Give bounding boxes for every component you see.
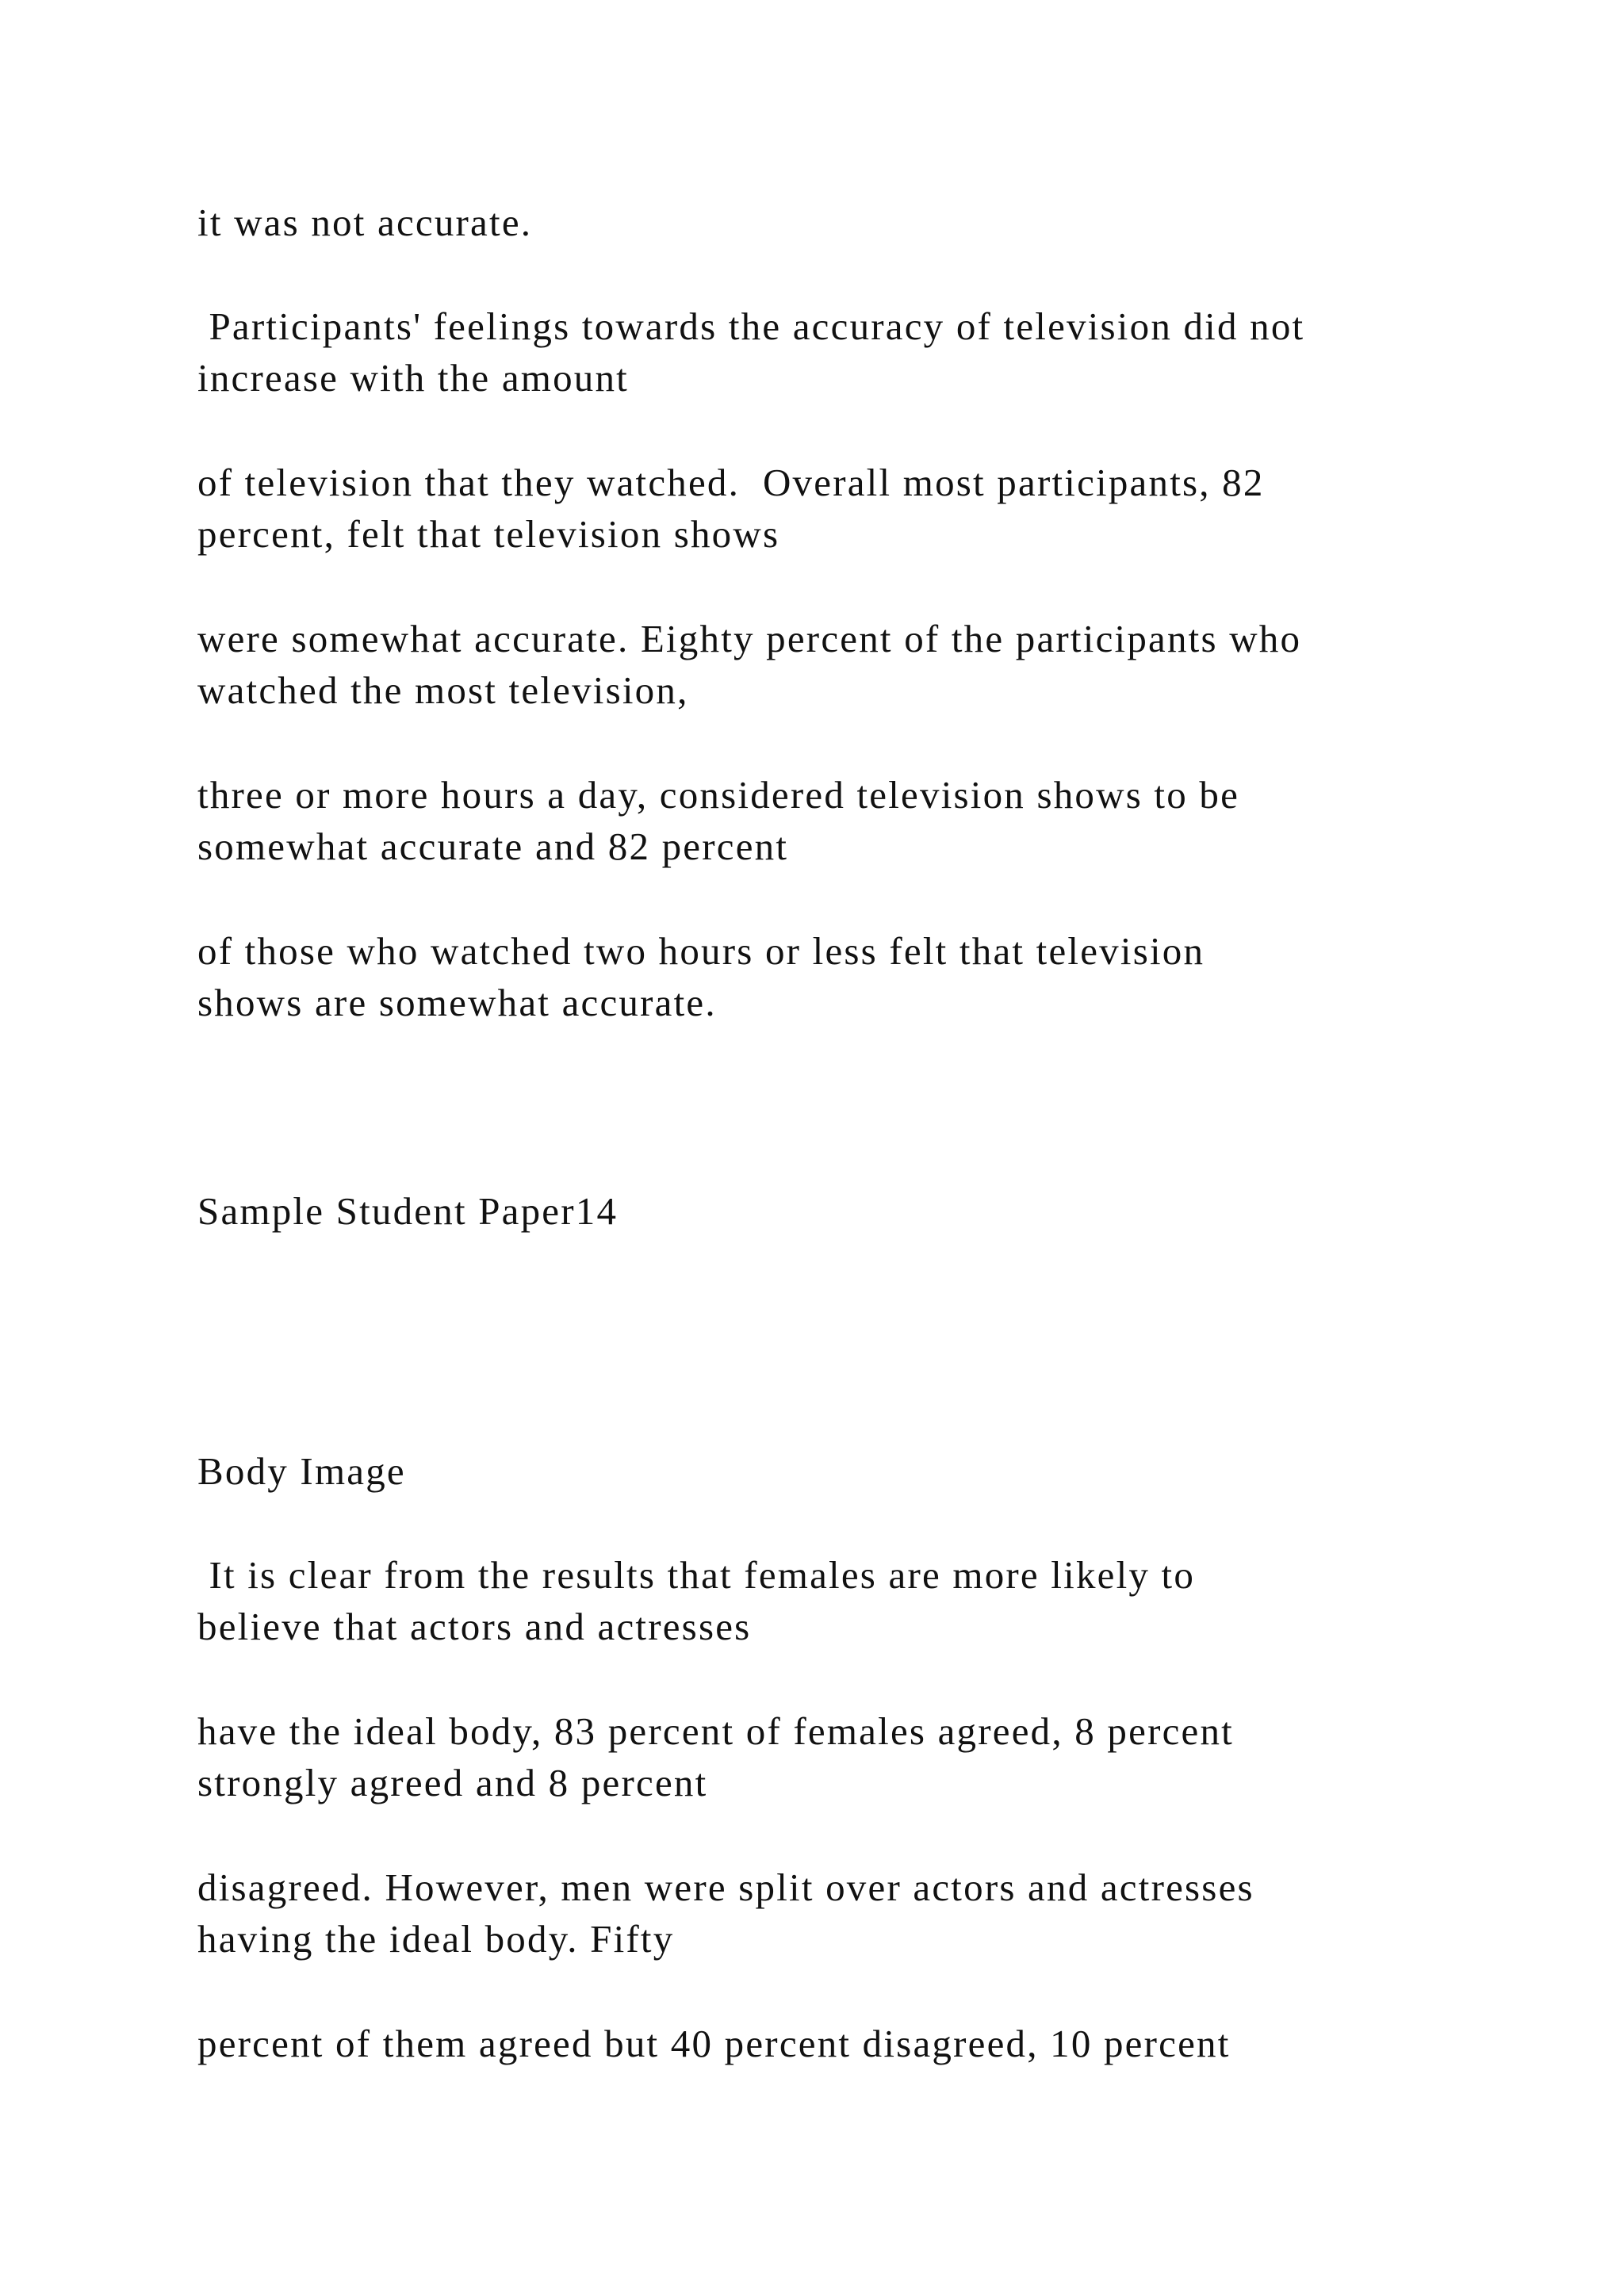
body-text-line: three or more hours a day, considered television shows to be [197, 773, 1240, 817]
body-text-line: were somewhat accurate. Eighty percent of the participants who [197, 617, 1302, 660]
body-text-line: shows are somewhat accurate. [197, 981, 717, 1024]
body-text-line: having the ideal body. Fifty [197, 1917, 675, 1961]
body-text-line: have the ideal body, 83 percent of females agreed, 8 percent [197, 1709, 1234, 1753]
body-text-line: of those who watched two hours or less felt that television [197, 929, 1205, 973]
body-text-line: Participants' feelings towards the accuracy of television did not [197, 304, 1305, 348]
body-text-line: believe that actors and actresses [197, 1605, 752, 1648]
body-text-line: strongly agreed and 8 percent [197, 1761, 708, 1804]
body-text-line: percent of them agreed but 40 percent disagreed, 10 percent [197, 2022, 1231, 2065]
body-text-line: disagreed. However, men were split over actors and actresses [197, 1866, 1254, 1909]
body-text-line: it was not accurate. [197, 201, 533, 244]
body-text-line: increase with the amount [197, 356, 629, 400]
body-text-line: percent, felt that television shows [197, 512, 780, 556]
body-text-line: somewhat accurate and 82 percent [197, 825, 789, 868]
body-text-line: watched the most television, [197, 668, 689, 712]
body-text-line: It is clear from the results that females are more likely to [197, 1553, 1196, 1597]
section-heading: Body Image [197, 1449, 406, 1493]
page-header: Sample Student Paper14 [197, 1189, 619, 1233]
body-text-line: of television that they watched. Overall most participants, 82 [197, 461, 1265, 504]
